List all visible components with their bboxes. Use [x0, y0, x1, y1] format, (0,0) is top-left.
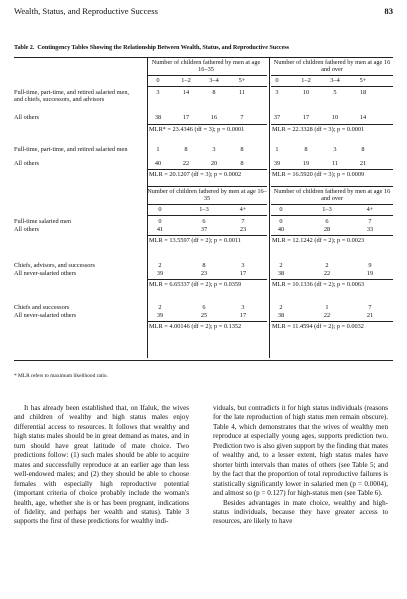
table-cell: 7	[368, 304, 372, 311]
rule	[271, 169, 393, 170]
body-paragraph: It has already been established that, on Ifaluk, the wives and children of wealthy and high status males enjoy differential access to resources. It follows that wealthy and high status males should be in great demand as mates, and in turn should have great latitude of mate choice. Two predictions follow: (1) such males should be able to acquire mates and successfully reproduce at an earlier age than less well-endowed males; and (2) they should be able to choose females with especially high reproductive potential (important criteria of choice probably include the woman's health, age, whether she is or has been pregnant, indications of fidelity, and perhaps her wealth and status). Table 3 supports the first of these predictions for wealthy indi-	[14, 404, 189, 526]
table-cell: 20	[210, 160, 218, 167]
table-cell: 3	[241, 304, 245, 311]
rule	[271, 86, 393, 87]
table-top-rule	[14, 57, 393, 58]
table-cell: 8	[212, 89, 216, 96]
table-cell: 6	[202, 218, 206, 225]
column-spanner: Number of children fathered by men at age 16 and over	[273, 188, 391, 203]
table-cell: 16	[210, 114, 218, 121]
table-cell: 3	[212, 146, 216, 153]
table-cell: 23	[200, 270, 208, 277]
table-cell: 11	[238, 89, 246, 96]
table-cell: 19	[302, 160, 310, 167]
table-cell: 22	[323, 312, 331, 319]
rule	[147, 75, 267, 76]
rule	[271, 75, 393, 76]
page-number: 83	[384, 6, 393, 16]
table-cell: 2	[279, 304, 283, 311]
table-label: Table 2.	[14, 44, 35, 51]
body-column-left	[14, 404, 189, 527]
column-header: 5+	[238, 77, 246, 84]
table-cell: 17	[239, 270, 247, 277]
column-header: 4+	[239, 206, 247, 213]
table-cell: 23	[239, 226, 247, 233]
row-label: Chiefs and successors	[14, 304, 70, 311]
rule	[271, 279, 393, 280]
rule	[147, 86, 267, 87]
table-cell: 39	[156, 270, 164, 277]
table-cell: 40	[154, 160, 162, 167]
column-header: 5+	[359, 77, 367, 84]
table-cell: 41	[156, 226, 164, 233]
row-label: All others	[14, 160, 40, 167]
rule	[271, 235, 393, 236]
row-label: Chiefs, advisors, and successors	[14, 262, 95, 269]
table-bottom-rule	[14, 360, 393, 361]
mlr-statistic: MLR = 10.1336 (df = 2); p = 0.0063	[272, 281, 365, 288]
table-cell: 38	[154, 114, 162, 121]
row-label: All never-salaried others	[14, 312, 77, 319]
row-label: All never-salaried others	[14, 270, 77, 277]
table-cell: 7	[241, 218, 245, 225]
table-cell: 18	[359, 89, 367, 96]
mlr-statistic: MLR = 20.1207 (df = 3); p = 0.0002	[149, 171, 242, 178]
column-header: 1–3	[322, 206, 332, 213]
rule	[147, 186, 267, 187]
table-cell: 17	[182, 114, 190, 121]
mlr-statistic: MLR = 6.65337 (df = 2); p = 0.0359	[149, 281, 242, 288]
table-cell: 0	[279, 218, 283, 225]
column-header: 0	[279, 206, 283, 213]
table-cell: 28	[323, 226, 331, 233]
table-cell: 5	[333, 89, 337, 96]
table-cell: 40	[277, 226, 285, 233]
table-caption	[14, 44, 289, 51]
table-cell: 3	[156, 89, 160, 96]
table-cell: 3	[333, 146, 337, 153]
table-cell: 3	[241, 262, 245, 269]
table-cell: 19	[366, 270, 374, 277]
column-spanner: Number of children fathered by men at age 16–35	[147, 188, 267, 203]
table-cell: 37	[273, 114, 281, 121]
table-cell: 2	[158, 262, 162, 269]
rule	[147, 169, 267, 170]
table-cell: 8	[240, 146, 244, 153]
table-cell: 17	[239, 312, 247, 319]
mlr-statistic: MLR = 16.5920 (df = 3); p = 0.0009	[272, 171, 365, 178]
column-header: 1–3	[199, 206, 209, 213]
row-label: Full-time, part-time, and retired salaried men, and chiefs, successors, and advisors	[14, 89, 130, 104]
table-cell: 33	[366, 226, 374, 233]
table-cell: 17	[302, 114, 310, 121]
body-paragraph: Besides advantages in mate choice, wealthy and high-status individuals, because they have greater access to resources, are likely to have	[213, 498, 388, 526]
table-cell: 8	[361, 146, 365, 153]
rule	[147, 124, 267, 125]
table-cell: 25	[200, 312, 208, 319]
body-column-right	[213, 404, 388, 527]
table-cell: 2	[158, 304, 162, 311]
mlr-statistic: MLR = 12.1242 (df = 2); p = 0.0023	[272, 237, 365, 244]
table-cell: 38	[277, 270, 285, 277]
mlr-statistic: MLR = 13.5597 (df = 2); p = 0.0011	[149, 237, 241, 244]
table-cell: 6	[325, 218, 329, 225]
column-header: 3–4	[209, 77, 219, 84]
rule	[271, 186, 393, 187]
table-cell: 21	[366, 312, 374, 319]
table-cell: 0	[158, 218, 162, 225]
table-cell: 10	[302, 89, 310, 96]
table-cell: 10	[331, 114, 339, 121]
column-spanner: Number of children fathered by men at age 16–35	[151, 59, 261, 74]
rule	[271, 215, 393, 216]
table-cell: 37	[200, 226, 208, 233]
mlr-statistic: MLR = 4.00146 (df = 2); p = 0.1352	[149, 323, 242, 330]
mlr-statistic: MLR = 11.4594 (df = 2); p = 0.0032	[272, 323, 364, 330]
rule	[271, 124, 393, 125]
row-label: All others	[14, 114, 40, 121]
table-cell: 8	[240, 160, 244, 167]
table-cell: 1	[275, 146, 279, 153]
table-cell: 8	[304, 146, 308, 153]
row-label: All others	[14, 226, 40, 233]
table-cell: 2	[325, 262, 329, 269]
rule	[147, 204, 267, 205]
table-cell: 7	[368, 218, 372, 225]
table-cell: 14	[182, 89, 190, 96]
column-header: 0	[275, 77, 279, 84]
table-cell: 14	[359, 114, 367, 121]
table-cell: 39	[156, 312, 164, 319]
table-cell: 8	[202, 262, 206, 269]
rule	[147, 215, 267, 216]
table-cell: 22	[182, 160, 190, 167]
column-header: 4+	[366, 206, 374, 213]
table-cell: 7	[240, 114, 244, 121]
rule	[147, 279, 267, 280]
mlr-statistic: MLR = 22.3328 (df = 3); p = 0.0001	[272, 126, 365, 133]
rule	[147, 235, 267, 236]
table-cell: 21	[359, 160, 367, 167]
table-cell: 39	[273, 160, 281, 167]
table-cell: 1	[325, 304, 329, 311]
row-label: Full-time, part-time, and retired salaried men	[14, 146, 128, 153]
rule	[271, 321, 393, 322]
table-cell: 38	[277, 312, 285, 319]
table-cell: 8	[184, 146, 188, 153]
table-title: Contingency Tables Showing the Relationship Between Wealth, Status, and Reproductive Success	[37, 44, 290, 51]
body-paragraph: viduals, but contradicts it for high status individuals (reasons for the late reproduction of high status men remain obscure). Table 4, which demonstrates that the wives of wealthy men reproduce at especially young ages, supports prediction two. Prediction two is also given support by the finding that mates of wealthy and, to a lesser extent, high status males have shorter birth intervals than mates of others (see Table 5; and by the fact that the proportion of total reproductive failures is statistically significantly lower in salaried men (p = 0.0004), and almost so (p = 0.127) for high-status men (see Table 6).	[213, 404, 388, 498]
table-cell: 22	[323, 270, 331, 277]
column-header: 0	[156, 77, 160, 84]
row-label: Full-time salaried men	[14, 218, 72, 225]
table-cell: 11	[331, 160, 339, 167]
table-cell: 2	[279, 262, 283, 269]
table-cell: 6	[202, 304, 206, 311]
column-header: 3–4	[330, 77, 340, 84]
running-title: Wealth, Status, and Reproductive Success	[14, 6, 158, 16]
column-header: 0	[158, 206, 162, 213]
column-header: 1–2	[301, 77, 311, 84]
column-header: 1–2	[181, 77, 191, 84]
table-footnote: * MLR refers to maximum likelihood ratio.	[14, 373, 108, 379]
rule	[147, 321, 267, 322]
table-cell: 9	[368, 262, 372, 269]
mlr-statistic: MLR* = 23.4346 (df = 3); p = 0.0001	[149, 126, 245, 133]
rule	[271, 204, 393, 205]
table-cell: 1	[156, 146, 160, 153]
table-cell: 3	[275, 89, 279, 96]
column-spanner: Number of children fathered by men at age 16 and over	[273, 59, 391, 74]
